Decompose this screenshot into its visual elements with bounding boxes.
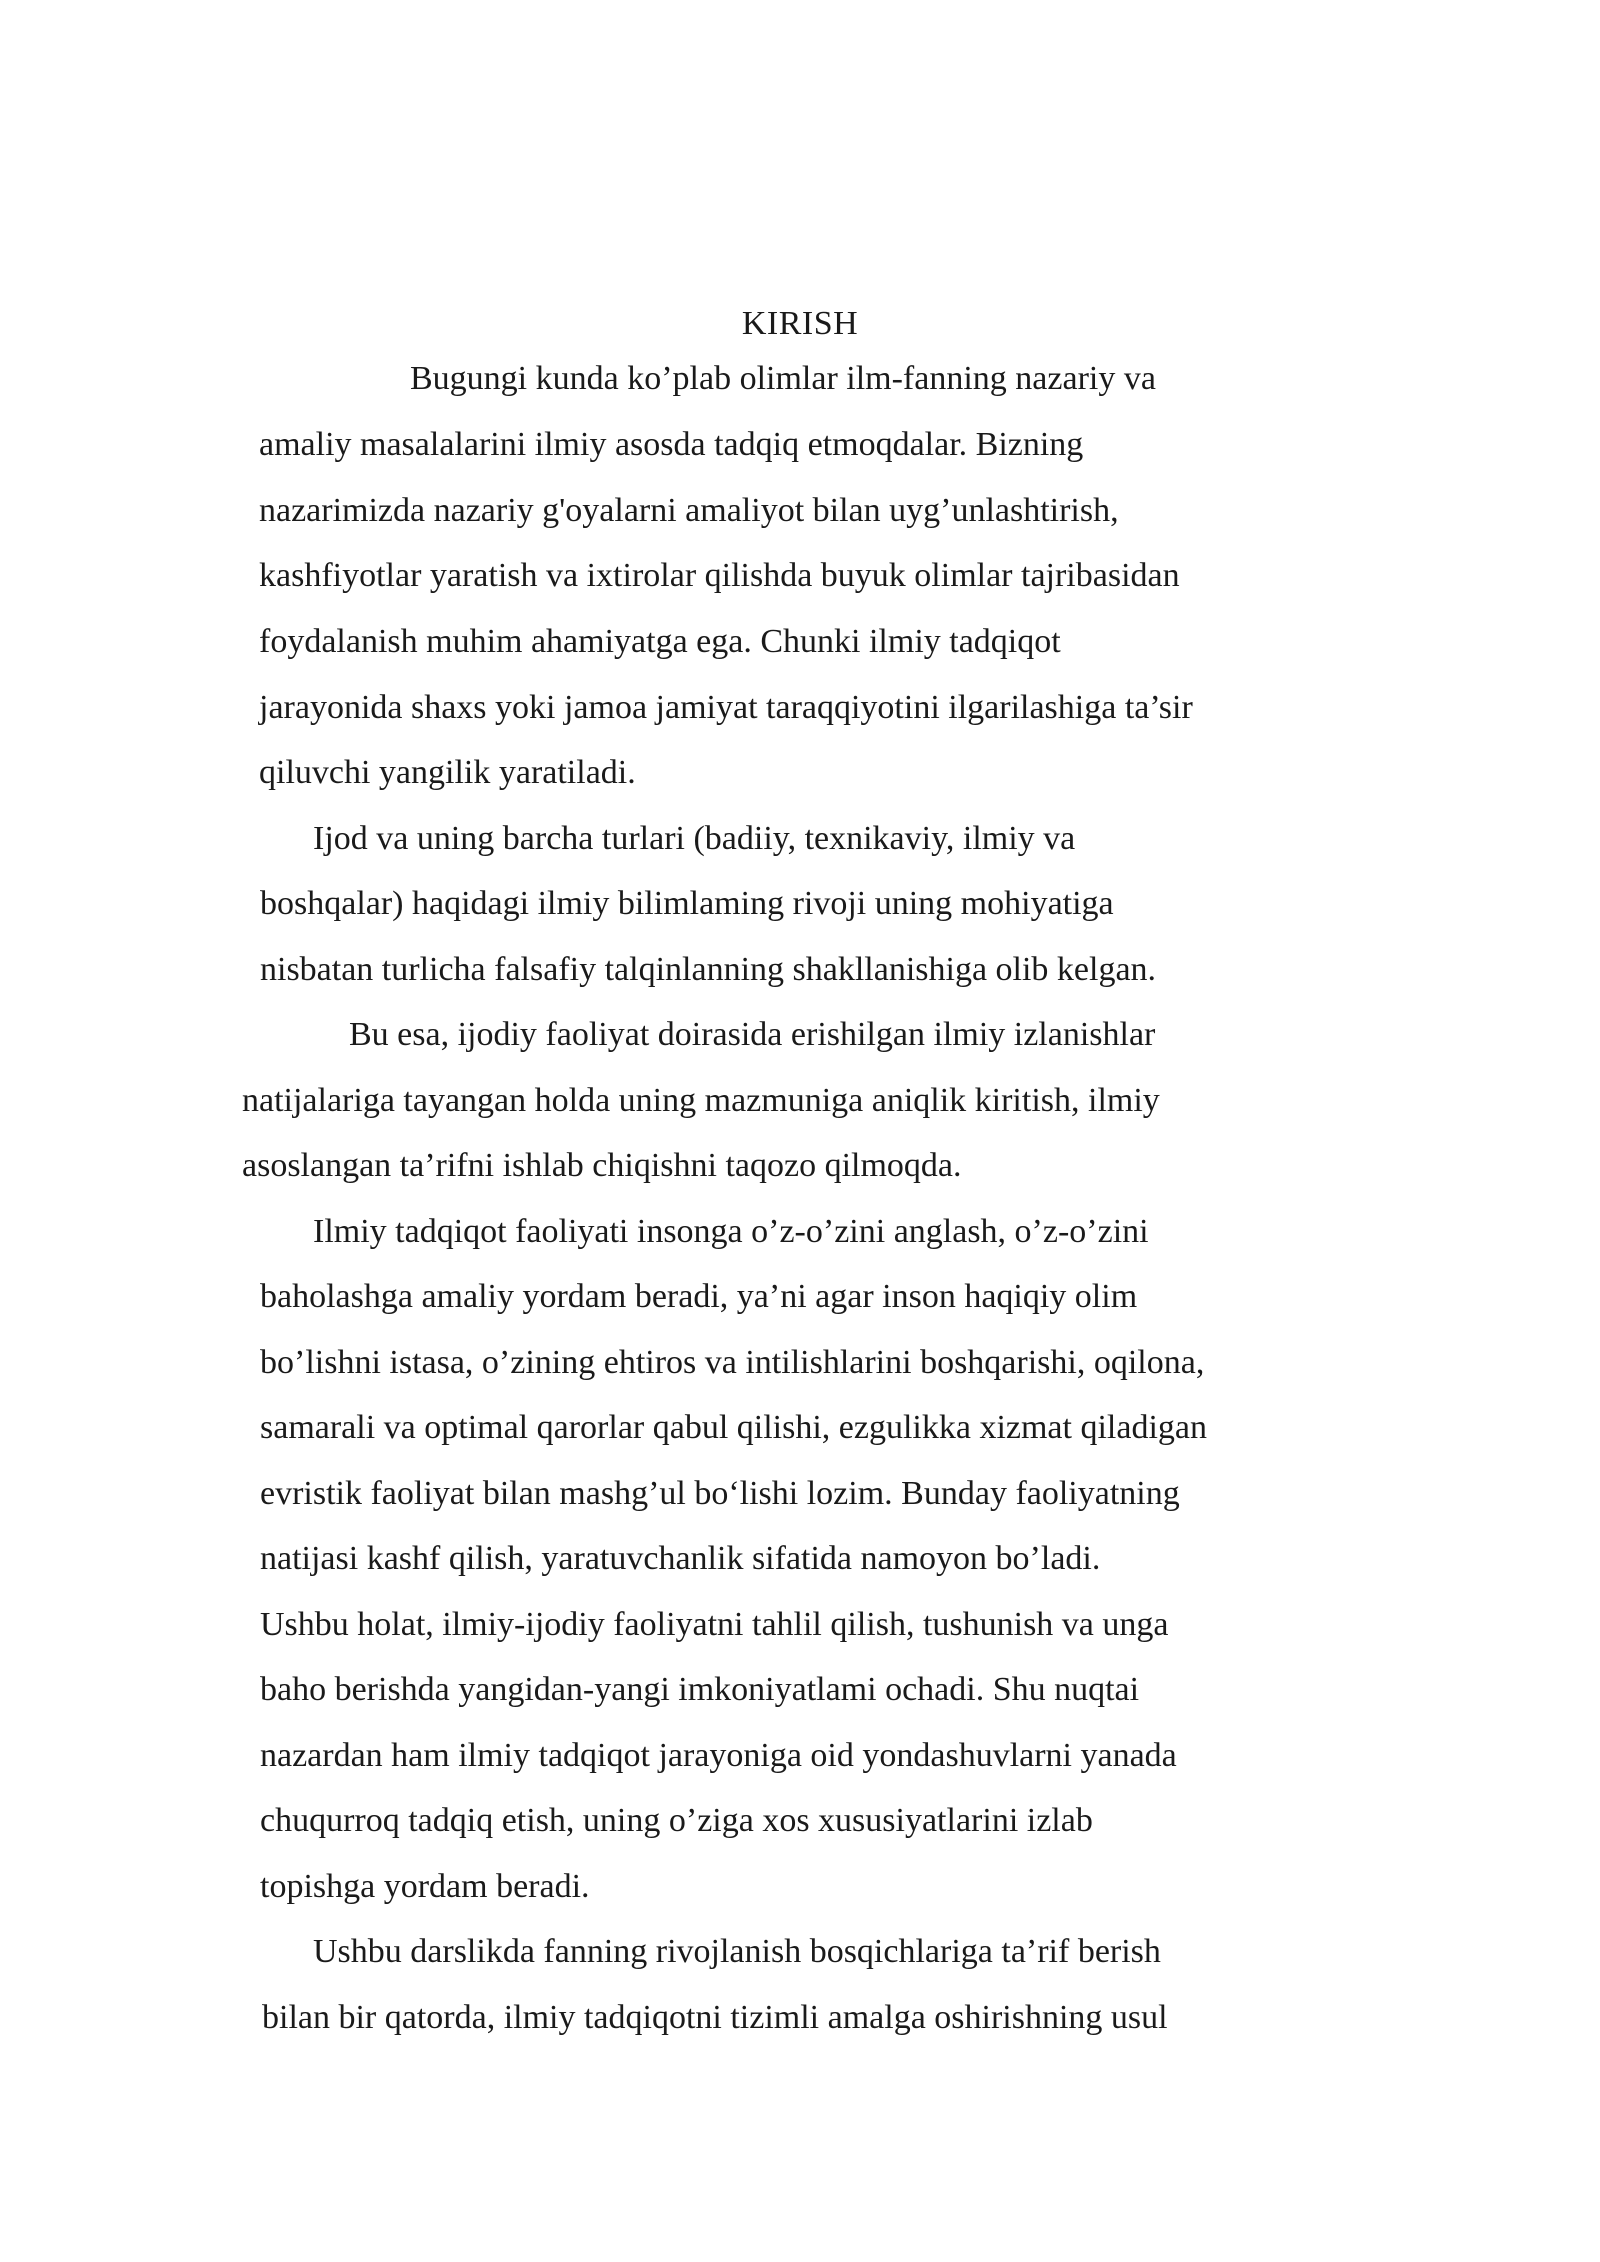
text-line: asoslangan ta’rifni ishlab chiqishni taqozo qilmoqda. [242, 1147, 962, 1184]
text-line: nisbatan turlicha falsafiy talqinlanning shakllanishiga olib kelgan. [260, 951, 1157, 988]
text-line: baholashga amaliy yordam beradi, ya’ni agar inson haqiqiy olim [260, 1278, 1138, 1315]
text-line: baho berishda yangidan-yangi imkoniyatlami ochadi. Shu nuqtai [260, 1671, 1140, 1708]
page-title: KIRISH [741, 305, 859, 342]
text-line: bilan bir qatorda, ilmiy tadqiqotni tizimli amalga oshirishning usul [262, 1999, 1168, 2036]
text-line: Bugungi kunda ko’plab olimlar ilm-fanning nazariy va [410, 360, 1156, 397]
text-line: Bu esa, ijodiy faoliyat doirasida erishilgan ilmiy izlanishlar [349, 1016, 1156, 1053]
text-line: nazarimizda nazariy g'oyalarni amaliyot bilan uyg’unlashtirish, [259, 492, 1119, 529]
text-line: amaliy masalalarini ilmiy asosda tadqiq etmoqdalar. Bizning [259, 426, 1084, 463]
text-line: boshqalar) haqidagi ilmiy bilimlaming rivoji uning mohiyatiga [260, 885, 1114, 922]
text-line: Ushbu holat, ilmiy-ijodiy faoliyatni tahlil qilish, tushunish va unga [260, 1606, 1169, 1643]
text-line: Ushbu darslikda fanning rivojlanish bosqichlariga ta’rif berish [313, 1933, 1161, 1970]
text-line: natijalariga tayangan holda uning mazmuniga aniqlik kiritish, ilmiy [242, 1082, 1160, 1119]
text-line: Ilmiy tadqiqot faoliyati insonga o’z-o’zini anglash, o’z-o’zini [313, 1213, 1149, 1250]
text-line: qiluvchi yangilik yaratiladi. [259, 754, 636, 791]
text-line: evristik faoliyat bilan mashg’ul bo‘lishi lozim. Bunday faoliyatning [260, 1475, 1180, 1512]
text-line: natijasi kashf qilish, yaratuvchanlik sifatida namoyon bo’ladi. [260, 1540, 1101, 1577]
text-line: samarali va optimal qarorlar qabul qilishi, ezgulikka xizmat qiladigan [260, 1409, 1207, 1446]
text-line: nazardan ham ilmiy tadqiqot jarayoniga oid yondashuvlarni yanada [260, 1737, 1177, 1774]
text-line: chuqurroq tadqiq etish, uning o’ziga xos xususiyatlarini izlab [260, 1802, 1093, 1839]
text-line: bo’lishni istasa, o’zining ehtiros va intilishlarini boshqarishi, oqilona, [260, 1344, 1205, 1381]
text-line: jarayonida shaxs yoki jamoa jamiyat taraqqiyotini ilgarilashiga ta’sir [259, 689, 1193, 726]
text-line: Ijod va uning barcha turlari (badiiy, texnikaviy, ilmiy va [313, 820, 1076, 857]
text-line: foydalanish muhim ahamiyatga ega. Chunki ilmiy tadqiqot [259, 623, 1061, 660]
text-line: topishga yordam beradi. [260, 1868, 590, 1905]
text-line: kashfiyotlar yaratish va ixtirolar qilishda buyuk olimlar tajribasidan [259, 557, 1180, 594]
